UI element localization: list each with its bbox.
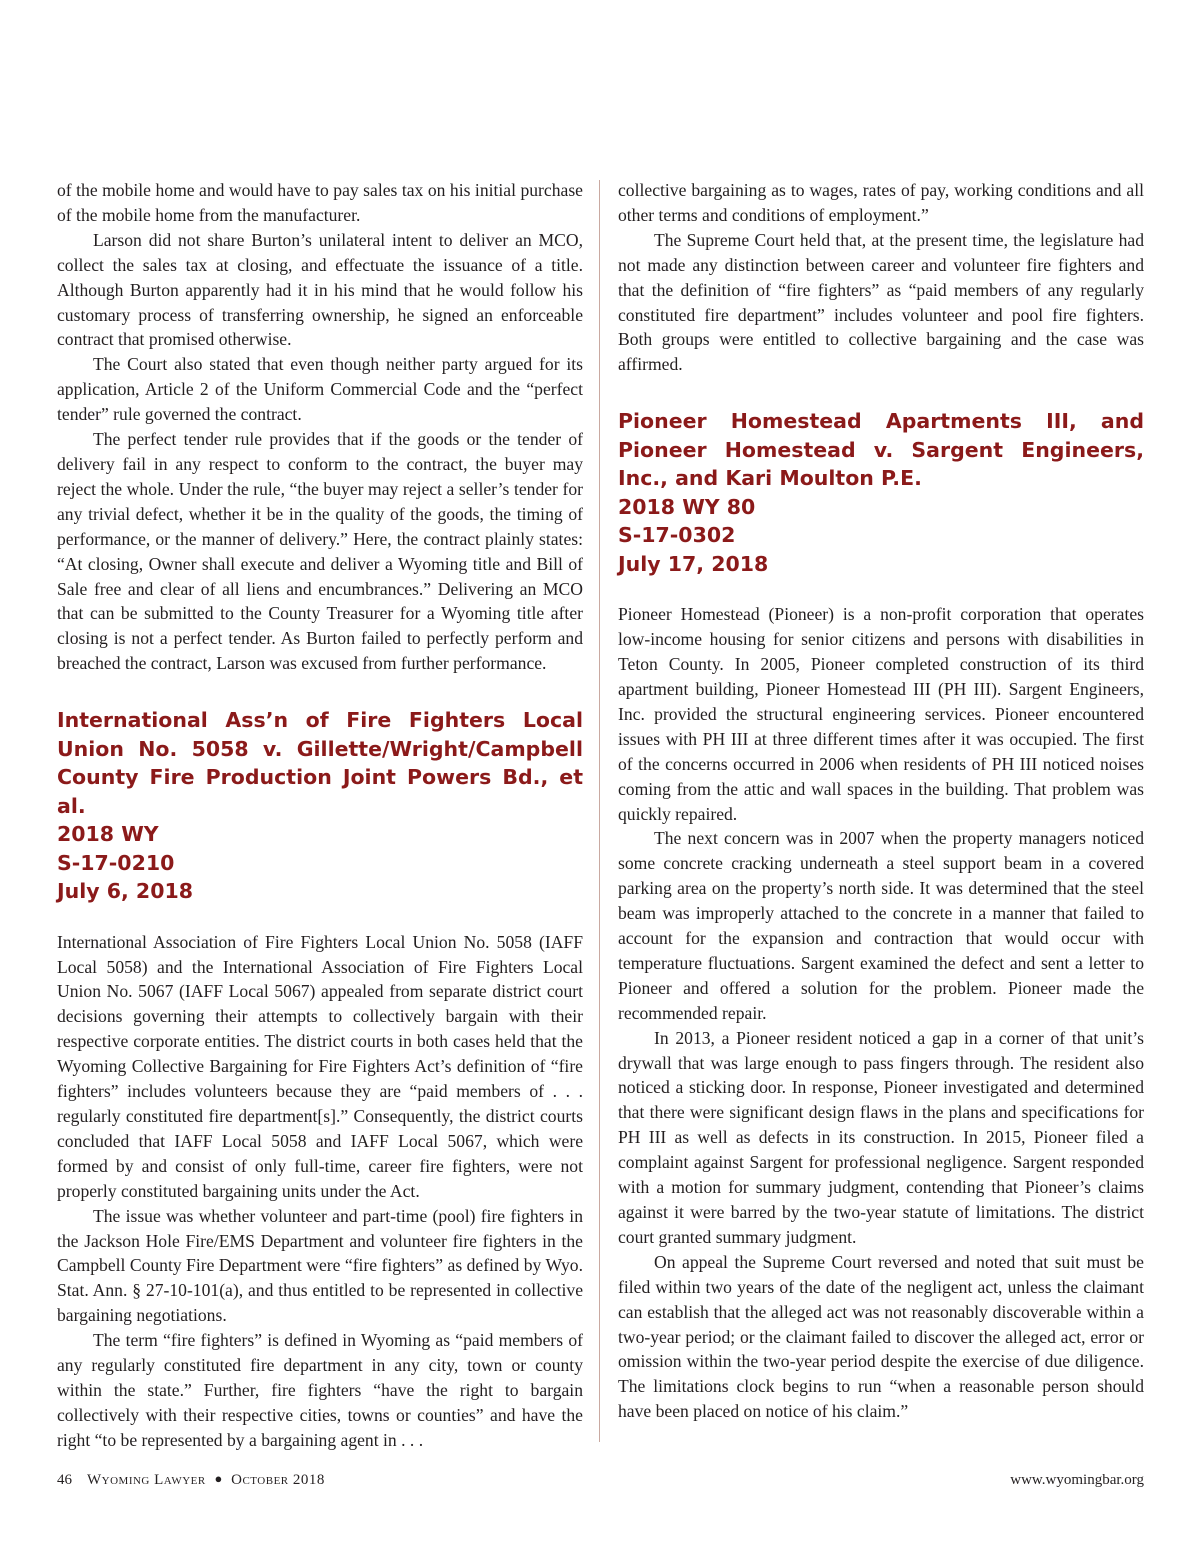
case-citation: 2018 WY xyxy=(57,822,159,847)
body-paragraph: In 2013, a Pioneer resident noticed a gap in a corner of that unit’s drywall that was large enough to pass fingers through. The resident also noticed a sticking door. In response, Pioneer investigated and determined that there were significant design flaws in the plans and specifications for PH III as well as defects in its construction. In 2015, Pioneer filed a complaint against Sargent for professional negligence. Sargent responded with a motion for summary judgment, contending that Pioneer’s claims against it were barred by the two-year statute of limitations. The district court granted summary judgment. xyxy=(618,1027,1144,1247)
body-paragraph: of the mobile home and would have to pay sales tax on his initial purchase of the mobile home from the manufacturer. xyxy=(57,180,583,225)
issue-date: October 2018 xyxy=(231,1472,325,1488)
body-paragraph: On appeal the Supreme Court reversed and noted that suit must be filed within two years of the date of the negligent act, unless the claimant can establish that the alleged act was not reasonably discoverable within a two-year period; or the claimant failed to discover the alleged act, error or omission within the two-year period despite the exercise of due diligence. The limitations clock begins to run “when a reasonable person should have been placed on notice of his claim.” xyxy=(618,1251,1144,1422)
right-column xyxy=(618,178,1144,1424)
body-paragraph: Larson did not share Burton’s unilateral intent to deliver an MCO, collect the sales tax at closing, and effectuate the issuance of a title. Although Burton apparently had it in his mind that he would follow his customary process of transferring ownership, he signed an enforceable contract that promised otherwise. xyxy=(57,229,583,350)
body-paragraph: The next concern was in 2007 when the property managers noticed some concrete cracking underneath a steel support beam in a covered parking area on the property’s north side. It was determined that the steel beam was improperly attached to the concrete in a manner that failed to account for the expansion and contraction that would occur with temperature fluctuations. Sargent examined the defect and sent a letter to Pioneer and offered a solution for the problem. Pioneer made the recommended repair. xyxy=(618,828,1144,1023)
footer-left xyxy=(57,1472,325,1489)
case-date: July 17, 2018 xyxy=(618,551,769,576)
publication-name: Wyoming Lawyer xyxy=(87,1472,206,1488)
page-number: 46 xyxy=(57,1472,72,1488)
case-title: International Ass’n of Fire Fighters Local Union No. 5058 v. Gillette/Wright/Campbell County Fire Production Joint Powers Bd., et al. xyxy=(57,708,583,818)
case-date: July 6, 2018 xyxy=(57,879,193,904)
case-citation: 2018 WY 80 xyxy=(618,494,756,519)
case-title: Pioneer Homestead Apartments III, and Pioneer Homestead v. Sargent Engineers, Inc., and Kari Moulton P.E. xyxy=(618,409,1144,491)
case-heading xyxy=(618,407,1144,578)
body-paragraph: The issue was whether volunteer and part-time (pool) fire fighters in the Jackson Hole Fire/EMS Department and volunteer fire fighters in the Campbell County Fire Department were “fire fighters” as defined by Wyo. Stat. Ann. § 27-10-101(a), and thus entitled to be represented in collective bargaining negotiations. xyxy=(57,1205,583,1326)
body-paragraph: International Association of Fire Fighters Local Union No. 5058 (IAFF Local 5058) and the International Association of Fire Fighters Local Union No. 5067 (IAFF Local 5067) appealed from separate district court decisions governing their attempts to collectively bargain with their respective corporate entities. The district courts in both cases held that the Wyoming Collective Bargaining for Fire Fighters Act’s definition of “fire fighters” includes volunteers because they are “paid members of . . . regularly constituted fire department[s].” Consequently, the district courts concluded that IAFF Local 5058 and IAFF Local 5067, which were formed by and consist of only full-time, career fire fighters, were not properly constituted bargaining units under the Act. xyxy=(57,931,583,1201)
body-paragraph: The Court also stated that even though neither party argued for its application, Article 2 of the Uniform Commercial Code and the “perfect tender” rule governed the contract. xyxy=(57,354,583,425)
case-docket: S-17-0210 xyxy=(57,850,175,875)
left-column xyxy=(57,178,583,1453)
body-paragraph: The term “fire fighters” is defined in Wyoming as “paid members of any regularly constituted fire department in any city, town or county within the state.” Further, fire fighters “have the right to bargain collectively with their respective cities, towns or counties” and have the right “to be represented by a bargaining agent in . . . xyxy=(57,1330,583,1450)
case-docket: S-17-0302 xyxy=(618,523,736,548)
website-url: www.wyomingbar.org xyxy=(1010,1472,1144,1488)
column-divider xyxy=(599,180,600,1442)
body-paragraph: The Supreme Court held that, at the present time, the legislature had not made any distinction between career and volunteer fire fighters and that the definition of “fire fighters” as “paid members of any regularly constituted fire department” includes volunteer and pool fire fighters. Both groups were entitled to collective bargaining and the case was affirmed. xyxy=(618,229,1144,375)
case-heading xyxy=(57,706,583,906)
bullet-icon: ● xyxy=(214,1471,223,1486)
body-paragraph: Pioneer Homestead (Pioneer) is a non-profit corporation that operates low-income housing for senior citizens and persons with disabilities in Teton County. In 2005, Pioneer completed construction of its third apartment building, Pioneer Homestead III (PH III). Sargent Engineers, Inc. provided the structural engineering services. Pioneer encountered issues with PH III at three different times after it was occupied. The first of the concerns occurred in 2006 when residents of PH III noticed noises coming from the attic and wall spaces in the building. That problem was quickly repaired. xyxy=(618,604,1144,824)
body-paragraph: The perfect tender rule provides that if the goods or the tender of delivery fail in any respect to conform to the contract, the buyer may reject the whole. Under the rule, “the buyer may reject a seller’s tender for any trivial defect, whether it be in the quality of the goods, the timing of performance, or the manner of delivery.” Here, the contract plainly states: “At closing, Owner shall execute and deliver a Wyoming title and Bill of Sale free and clear of all liens and encumbrances.” Delivering an MCO that can be submitted to the County Treasurer for a Wyoming title after closing is not a perfect tender. As Burton failed to perfectly perform and breached the contract, Larson was excused from further performance. xyxy=(57,429,583,674)
body-paragraph: collective bargaining as to wages, rates of pay, working conditions and all other terms and conditions of employment.” xyxy=(618,180,1144,225)
